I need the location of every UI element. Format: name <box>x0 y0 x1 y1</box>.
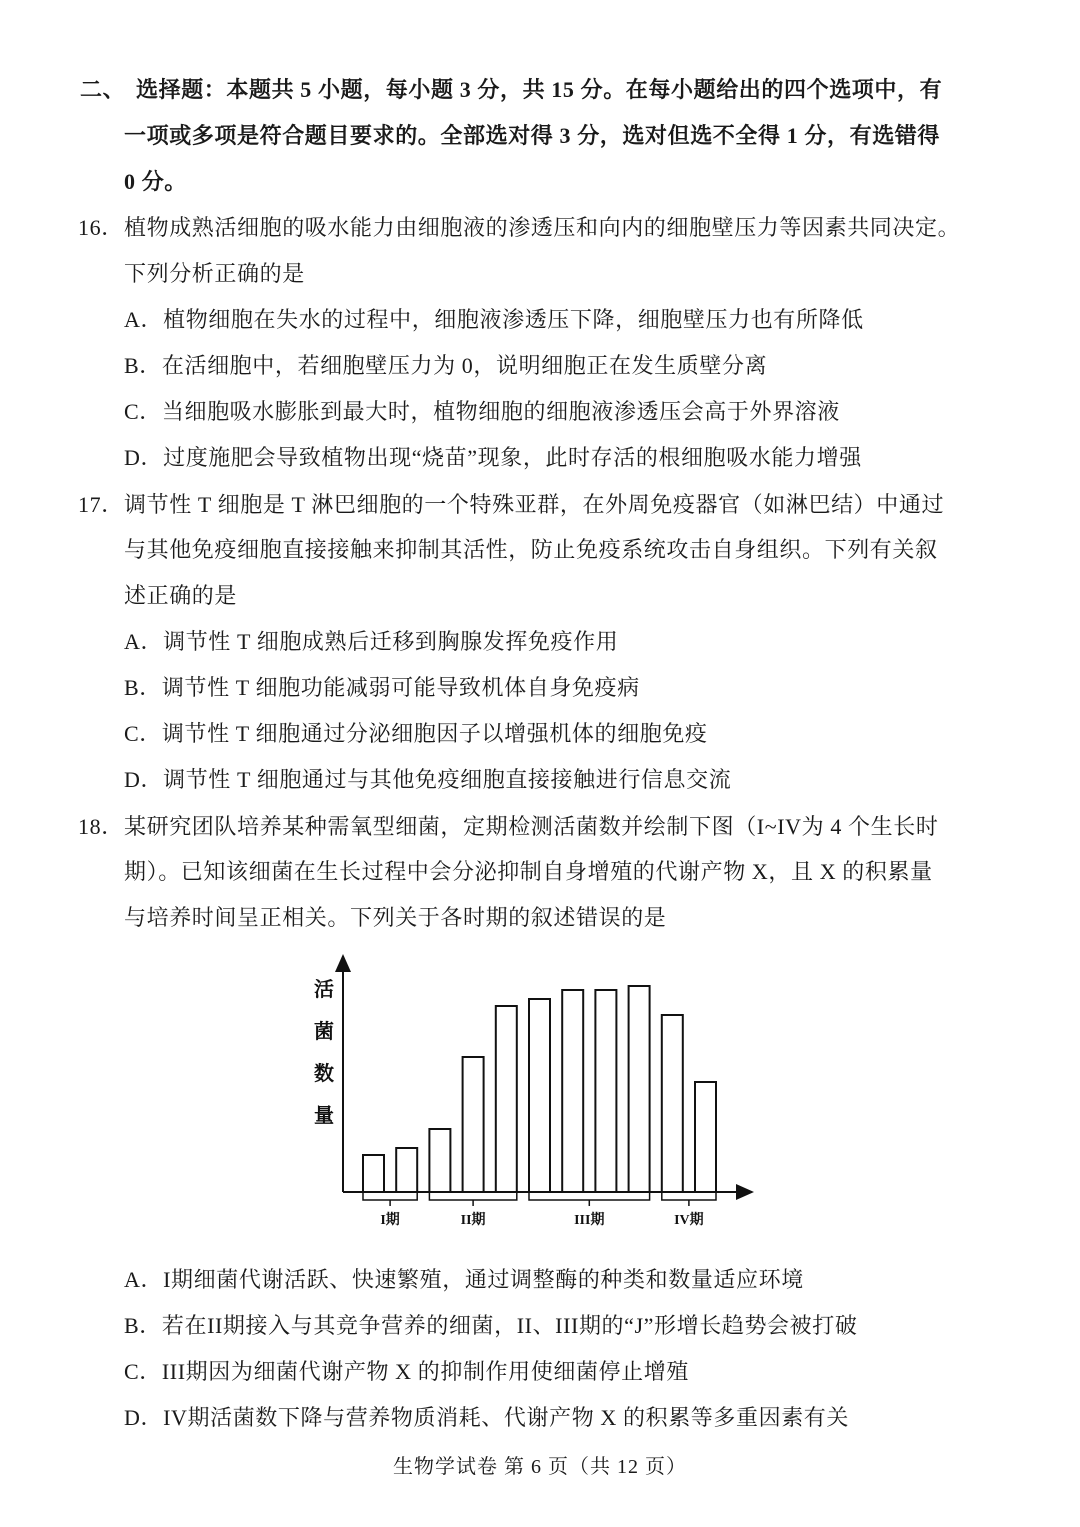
option-a: A．I期细菌代谢活跃、快速繁殖，通过调整酶的种类和数量适应环境 <box>124 1267 804 1292</box>
question-number: 18． <box>78 814 124 839</box>
option-c: C．III期因为细菌代谢产物 X 的抑制作用使细菌停止增殖 <box>124 1359 689 1384</box>
period-label: II期 <box>460 1213 486 1228</box>
option-d: D．IV期活菌数下降与营养物质消耗、代谢产物 X 的积累等多重因素有关 <box>124 1405 849 1430</box>
period-bracket <box>662 1193 716 1206</box>
bar <box>595 990 616 1192</box>
question-stem: 某研究团队培养某种需氧型细菌，定期检测活菌数并绘制下图（I~IV为 4 个生长时 <box>124 814 939 839</box>
question-number: 17． <box>78 492 124 517</box>
bar <box>363 1155 384 1192</box>
period-bracket <box>363 1193 417 1206</box>
question-stem: 与培养时间呈正相关。下列关于各时期的叙述错误的是 <box>124 905 667 930</box>
section-number: 二、 <box>80 77 126 102</box>
option-b: B．若在II期接入与其竞争营养的细菌，II、III期的“J”形增长趋势会被打破 <box>124 1313 858 1338</box>
option-d: D．调节性 T 细胞通过与其他免疫细胞直接接触进行信息交流 <box>124 767 732 792</box>
y-axis-label-char: 量 <box>314 1105 334 1127</box>
question-stem: 植物成熟活细胞的吸水能力由细胞液的渗透压和向内的细胞壁压力等因素共同决定。 <box>124 215 961 240</box>
period-label: III期 <box>574 1213 605 1228</box>
option-d: D．过度施肥会导致植物出现“烧苗”现象，此时存活的根细胞吸水能力增强 <box>124 445 862 470</box>
bar <box>662 1015 683 1192</box>
option-a: A．植物细胞在失水的过程中，细胞液渗透压下降，细胞壁压力也有所降低 <box>124 307 864 332</box>
section-instructions-line: 0 分。 <box>124 169 187 194</box>
bar <box>629 986 650 1192</box>
option-b: B．调节性 T 细胞功能减弱可能导致机体自身免疫病 <box>124 675 640 700</box>
page-footer: 生物学试卷 第 6 页（共 12 页） <box>393 1456 687 1478</box>
period-label: IV期 <box>674 1213 704 1228</box>
bar <box>463 1057 484 1192</box>
question-stem: 调节性 T 细胞是 T 淋巴细胞的一个特殊亚群，在外周免疫器官（如淋巴结）中通过 <box>124 492 945 517</box>
bacteria-count-bar-chart <box>300 940 770 1240</box>
bar <box>396 1148 417 1192</box>
bar <box>496 1006 517 1192</box>
section-instructions-line: 一项或多项是符合题目要求的。全部选对得 3 分，选对但选不全得 1 分，有选错得 <box>124 123 941 148</box>
y-axis-label-char: 活 <box>314 979 334 1001</box>
y-axis-label-char: 菌 <box>314 1021 334 1043</box>
option-b: B．在活细胞中，若细胞壁压力为 0，说明细胞正在发生质壁分离 <box>124 353 768 378</box>
y-axis-label-char: 数 <box>314 1063 334 1085</box>
section-instructions-line: 选择题：本题共 5 小题，每小题 3 分，共 15 分。在每小题给出的四个选项中，有 <box>136 77 943 102</box>
question-number: 16． <box>78 215 124 240</box>
question-stem: 下列分析正确的是 <box>124 261 305 286</box>
question-stem: 期）。已知该细菌在生长过程中会分泌抑制自身增殖的代谢产物 X，且 X 的积累量 <box>124 859 933 884</box>
bar <box>562 990 583 1192</box>
option-c: C．当细胞吸水膨胀到最大时，植物细胞的细胞液渗透压会高于外界溶液 <box>124 399 840 424</box>
period-bracket <box>429 1193 516 1206</box>
bar <box>429 1129 450 1192</box>
bar <box>529 999 550 1192</box>
question-stem: 述正确的是 <box>124 583 238 608</box>
question-stem: 与其他免疫细胞直接接触来抑制其活性，防止免疫系统攻击自身组织。下列有关叙 <box>124 537 938 562</box>
period-label: I期 <box>380 1213 400 1228</box>
period-bracket <box>529 1193 650 1206</box>
option-a: A．调节性 T 细胞成熟后迁移到胸腺发挥免疫作用 <box>124 629 619 654</box>
bar <box>695 1082 716 1192</box>
option-c: C．调节性 T 细胞通过分泌细胞因子以增强机体的细胞免疫 <box>124 721 708 746</box>
